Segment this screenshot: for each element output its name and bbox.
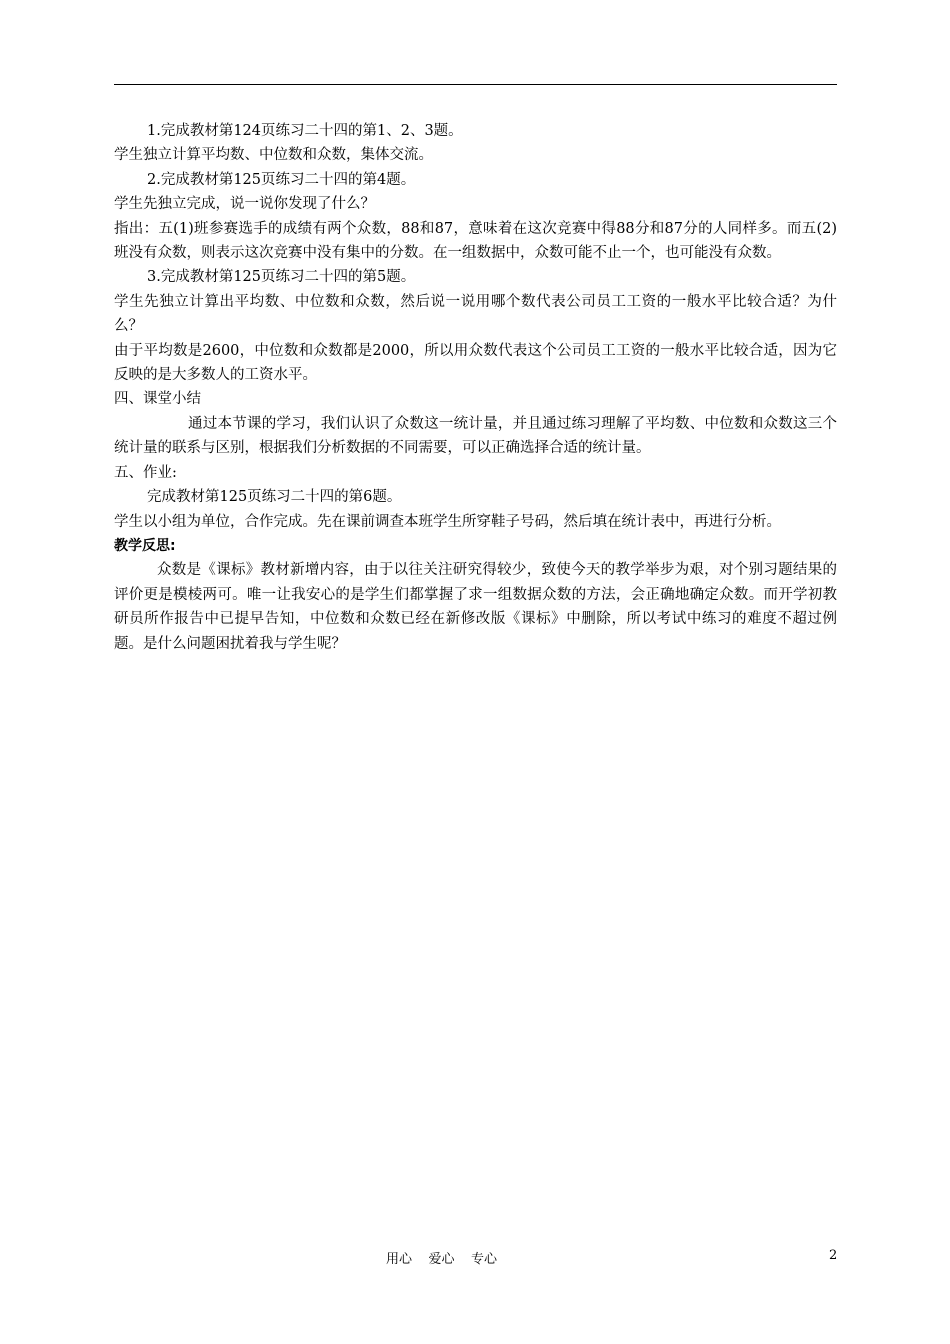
reflection-heading: 教学反思: xyxy=(114,537,176,554)
header-rule xyxy=(114,84,837,85)
paragraph: 学生独立计算平均数、中位数和众数，集体交流。 xyxy=(114,147,433,164)
footer-motto: 用心 爱心 专心 xyxy=(386,1252,498,1267)
section-heading: 四、课堂小结 xyxy=(114,391,201,408)
exercise-3: 3.完成教材第125页练习二十四的第5题。 xyxy=(147,269,416,286)
paragraph: 学生先独立计算出平均数、中位数和众数，然后说一说用哪个数代表公司员工工资的一般水平比较合适？为什么？ xyxy=(114,293,837,335)
page-number: 2 xyxy=(829,1248,838,1263)
exercise-2: 2.完成教材第125页练习二十四的第4题。 xyxy=(147,171,416,188)
paragraph: 学生以小组为单位，合作完成。先在课前调查本班学生所穿鞋子号码，然后填在统计表中，再进行分析。 xyxy=(114,513,781,530)
exercise-1: 1.完成教材第124页练习二十四的第1、2、3题。 xyxy=(147,123,463,139)
paragraph: 学生先独立完成，说一说你发现了什么？ xyxy=(114,196,375,213)
homework-item: 完成教材第125页练习二十四的第6题。 xyxy=(147,489,402,506)
paragraph: 由于平均数是2600，中位数和众数都是2000，所以用众数代表这个公司员工工资的一般水平比较合适，因为它反映的是大多数人的工资水平。 xyxy=(114,342,837,384)
document-body xyxy=(114,119,837,656)
section-heading: 五、作业: xyxy=(114,464,177,481)
paragraph: 通过本节课的学习，我们认识了众数这一统计量，并且通过练习理解了平均数、中位数和众数这三个统计量的联系与区别，根据我们分析数据的不同需要，可以正确选择合适的统计量。 xyxy=(114,415,837,457)
reflection-paragraph: 众数是《课标》教材新增内容，由于以往关注研究得较少，致使今天的教学举步为艰，对个别习题结果的评价更是模棱两可。唯一让我安心的是学生们都掌握了求一组数据众数的方法，会正确地确定众数。而开学初教研员所作报告中已提早告知，中位数和众数已经在新修改版《课标》中删除，所以考试中练习的难度不超过例题。是什么问题困扰着我与学生呢？ xyxy=(114,562,837,652)
paragraph: 指出：五(1)班参赛选手的成绩有两个众数，88和87，意味着在这次竞赛中得88分和87分的人同样多。而五(2)班没有众数，则表示这次竞赛中没有集中的分数。在一组数据中，众数可能不止一个，也可能没有众数。 xyxy=(114,220,837,262)
